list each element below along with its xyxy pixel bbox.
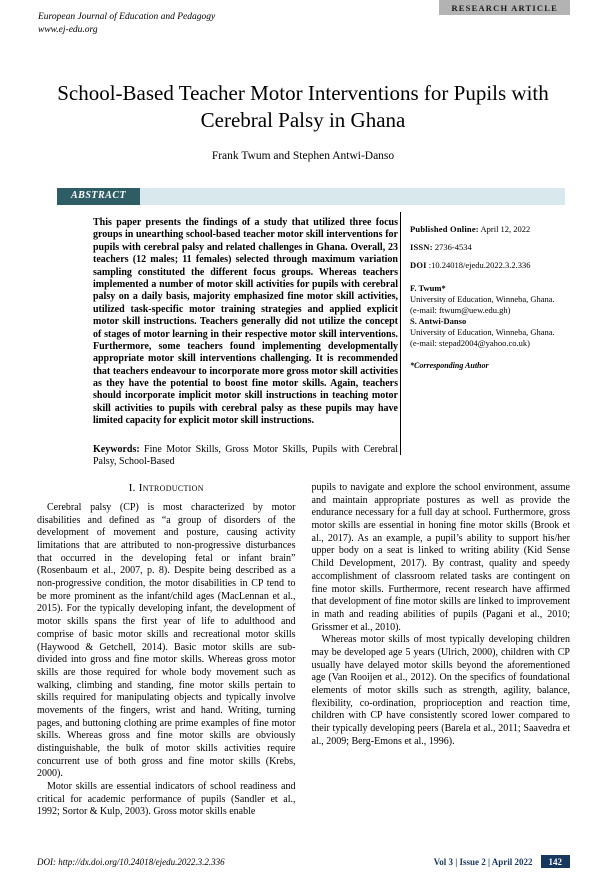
- author-email[interactable]: (e-mail: stepad2004@yahoo.co.uk): [410, 338, 530, 349]
- body-paragraph: pupils to navigate and explore the school environment, assume and maintain appropriate postures as well as provide the endurance necessary for a full day at school. Furthermore, gross motor skills are essential in honing fine motor skills (Brook et al., 2017). As an example, a pupil’s ability to support his/her upper body on a seat is linked to writing ability (Kid Sense Child Development, 2017). By contrast, quality and speedy accomplishment of classroom related tasks are contingent on fine motor skills. Furthermore, recent research have affirmed that development of fine motor skills are linked to improvement in math and reading abilities of pupils (Pagani et al., 2010; Grissmer et al., 2010).: [311, 482, 570, 633]
- abstract-label: ABSTRACT: [57, 188, 140, 205]
- body-two-columns: [37, 482, 570, 850]
- vertical-divider: [400, 212, 401, 455]
- authors-line: Frank Twum and Stephen Antwi-Danso: [211, 150, 395, 162]
- journal-url[interactable]: www.ej-edu.org: [38, 24, 98, 35]
- doi-value: :10.24018/ejedu.2022.3.2.336: [426, 260, 531, 271]
- page-title: School-Based Teacher Motor Interventions for Pupils with Cerebral Palsy in Ghana: [57, 81, 549, 132]
- right-column: [312, 482, 571, 850]
- footer-issue-group: [434, 855, 570, 868]
- published-label: Published Online:: [410, 224, 479, 234]
- abstract-body: [93, 217, 398, 468]
- footer-page-number: 142: [541, 855, 571, 868]
- author-name: F. Twum*: [410, 283, 446, 294]
- journal-name: European Journal of Education and Pedagogy: [38, 12, 216, 22]
- page-footer: [37, 855, 570, 868]
- abstract-header: [57, 188, 565, 205]
- corresponding-author-note: *Corresponding Author: [410, 361, 489, 371]
- doi-label: DOI: [410, 260, 427, 271]
- published-value: April 12, 2022: [478, 224, 531, 234]
- issn-label: ISSN:: [410, 242, 433, 253]
- author-affiliation: University of Education, Winneba, Ghana.: [410, 294, 555, 305]
- issn: [410, 242, 570, 253]
- issn-value: 2736-4534: [432, 242, 472, 253]
- research-article-badge: RESEARCH ARTICLE: [439, 0, 570, 15]
- body-paragraph: Whereas motor skills of most typically developing children may be developed age 5 years (Ulrich, 2000), children with CP usually have delayed motor skills beyond the aforementioned age (Van Rooijen et al., 2012). On the specifics of foundational elements of motor skills such as strength, agility, balance, flexibility, co-ordination, proprioception and reaction time, children with CP have consistently scored lower compared to their typically developing peers (Barela et al., 2011; Saavedra et al., 2009; Berg-Emons et al., 1996).: [311, 634, 570, 747]
- left-column: [37, 482, 296, 850]
- body-paragraph: Motor skills are essential indicators of school readiness and critical for academic performance of pupils (Sandler et al., 1992; Sortor & Kulp, 2003). Gross motor skills enable: [37, 781, 296, 818]
- author-name: S. Antwi-Danso: [410, 316, 467, 327]
- abstract-text: This paper presents the findings of a study that utilized three focus groups in unearthing school-based teacher motor skill interventions for pupils with cerebral palsy and related challenges in Ghana. Overall, 23 teachers (12 males; 11 females) selected through maximum variation sampling constituted the different focus groups. Whereas teachers implemented a number of motor skill activities for pupils with cerebral palsy on a daily basis, majority emphasized fine motor skill activities, utilized task-specific motor training strategies and applied explicit motor skill instructions. Teachers generally did not utilize the concept of stages of motor learning in their respective motor skill interventions. Furthermore, some teachers found implementing developmentally appropriate motor skill interventions challenging. It is recommended that teachers endeavour to incorporate more gross motor skill activities as they have the potential to boost fine motor skills. Again, teachers should incorporate implicit motor skill instructions in teaching motor skill activities to pupils with cerebral palsy as these pupils may have limited capacity for explicit motor skill instructions.: [93, 217, 398, 427]
- keywords-line: [93, 444, 398, 469]
- footer-doi[interactable]: DOI: http://dx.doi.org/10.24018/ejedu.2022.3.2.336: [37, 856, 225, 867]
- doi: [410, 260, 570, 271]
- body-paragraph: Cerebral palsy (CP) is most characterized by motor disabilities and defined as “a group of disorders of the development of movement and posture, causing activity limitations that are attributed to non-progressive disturbances that occurred in the developing fetal or infant brain” (Rosenbaum et al., 2007, p. 8). Despite being described as a non-progressive condition, the motor disabilities in CP tend to be more prominent as the infant/child ages (MacLennan et al., 2015). For the typically developing infant, the development of motor skills spans the first year of life to adulthood and comprise of basic motor skills and recreational motor skills (Haywood & Getchell, 2014). Basic motor skills are sub-divided into gross and fine motor skills. Whereas gross motor skills are those required for whole body movement such as walking, climbing and standing, fine motor skills pertain to skills required for manipulating objects and typically involve movements of the fingers, wrist and hand. Writing, turning pages, and buttoning clothing are prime examples of fine motor skills. Whereas gross and fine motor skills are obviously distinguishable, the bulk of motor skills activities require concurrent use of both gross and fine motor skills (Krebs, 2000).: [37, 501, 296, 780]
- author-info-1: [410, 283, 570, 349]
- keywords-value: Fine Motor Skills, Gross Motor Skills, Pupils with Cerebral Palsy, School-Based: [93, 443, 398, 468]
- section-heading-introduction: I. Introduction: [128, 482, 204, 494]
- abstract-strip: [140, 188, 565, 205]
- footer-issue: Vol 3 | Issue 2 | April 2022: [433, 856, 533, 867]
- article-metadata-sidebar: [410, 224, 570, 372]
- journal-header: [38, 11, 215, 37]
- author-email[interactable]: (e-mail: ftwum@uew.edu.gh): [410, 305, 511, 316]
- author-affiliation: University of Education, Winneba, Ghana.: [410, 327, 555, 338]
- published-online: [410, 224, 570, 235]
- keywords-label: Keywords:: [93, 443, 140, 455]
